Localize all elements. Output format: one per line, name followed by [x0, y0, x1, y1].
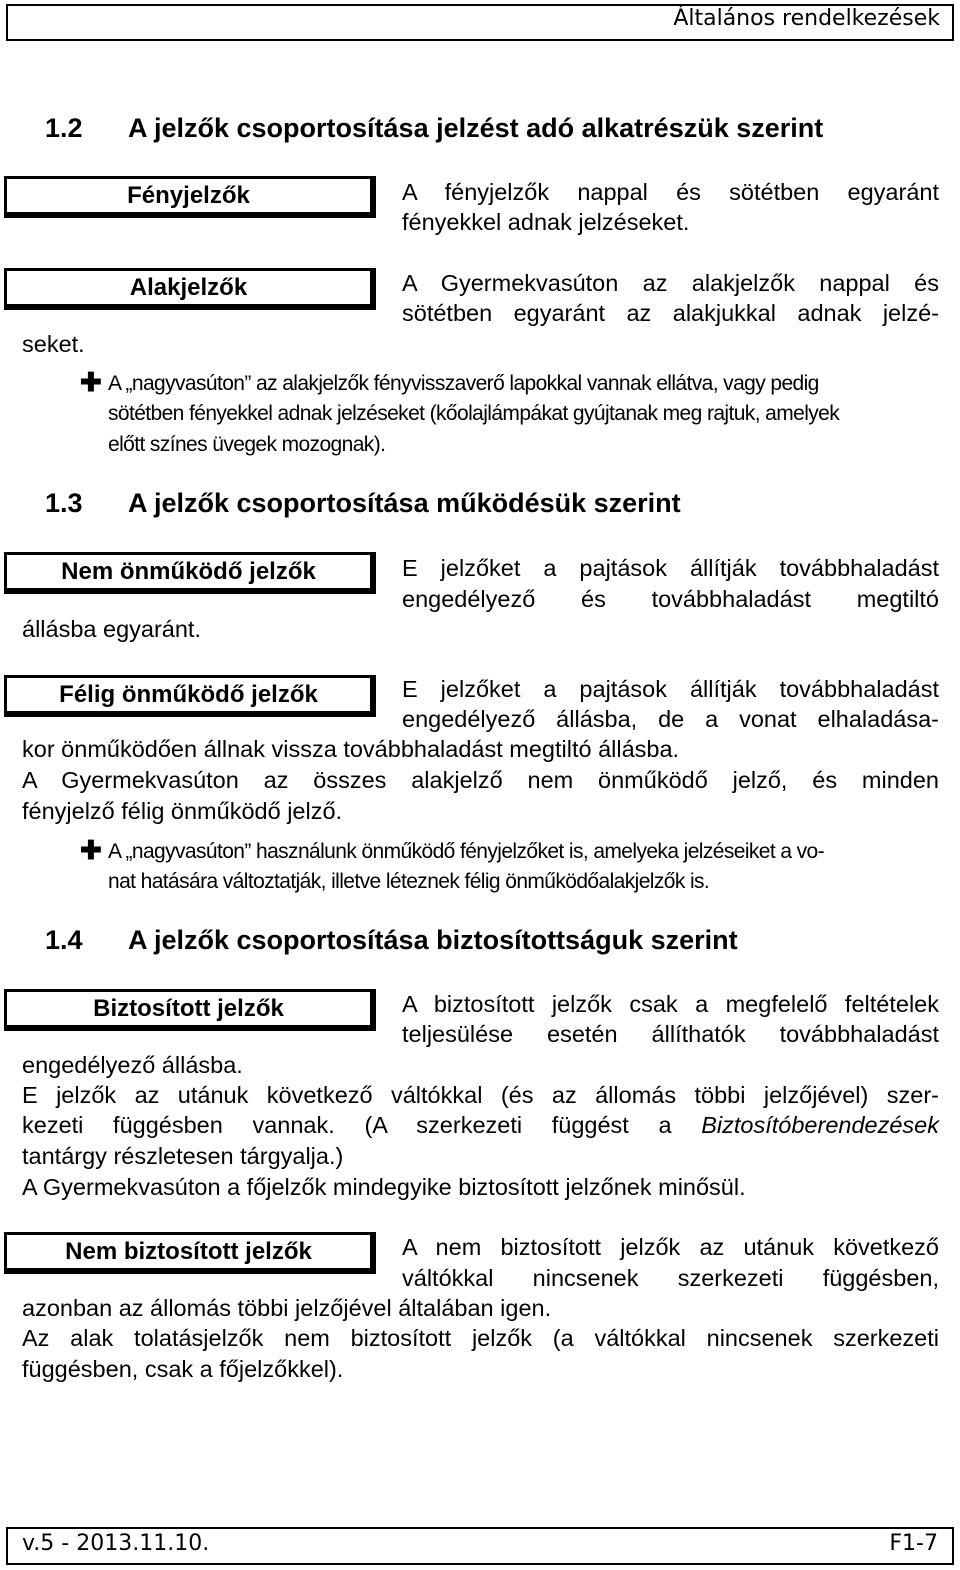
biztositott-text-line-3: engedélyező állásba. — [22, 1052, 243, 1078]
section-heading-1-4 — [45, 925, 738, 956]
biztositott-text-line-7: A Gyermekvasúton a főjelzők mindegyike biztosított jelzőnek minősül. — [22, 1174, 746, 1200]
section-number: 1.3 — [45, 488, 83, 518]
nem-onmukodo-text-line-2: engedélyező és továbbhaladást megtiltó — [402, 586, 939, 612]
biztositott-text-line-2: teljesülése esetén állíthatók továbbhaladást — [402, 1021, 939, 1047]
section-heading-1-3 — [45, 488, 681, 519]
fenyjelzok-text-line-2: fényekkel adnak jelzéseket. — [402, 209, 690, 235]
note-1-line-3: előtt színes üvegek mozognak). — [108, 433, 386, 456]
section-number: 1.2 — [45, 113, 83, 143]
cross-icon: ✚ — [80, 835, 102, 865]
nem-onmukodo-text-line-3: állásba egyaránt. — [22, 616, 201, 642]
term-box-biztositott — [4, 989, 376, 1031]
biztositott-text-line-6: tantárgy részletesen tárgyalja.) — [22, 1143, 344, 1169]
term-box-fenyjelzok — [4, 176, 376, 218]
nem-biztositott-text-line-1: A nem biztosított jelzők az utánuk következő — [402, 1234, 939, 1260]
subject-name-italic: Biztosítóberendezések — [701, 1112, 939, 1138]
biztositott-text-line-5 — [22, 1110, 939, 1140]
term-box-alakjelzok — [4, 268, 376, 310]
section-number: 1.4 — [45, 925, 83, 955]
term-box-felig-onmukodo — [4, 675, 376, 717]
section-title: A jelzők csoportosítása biztosítottságuk szerint — [128, 925, 738, 955]
footer-version: v.5 - 2013.11.10. — [22, 1531, 210, 1556]
fenyjelzok-text-line-1: A fényjelzők nappal és sötétben egyaránt — [402, 179, 939, 205]
note-text: A „nagyvasúton” az alakjelzők fényvisszaverő lapokkal vannak ellátva, vagy pedig — [108, 372, 819, 395]
term-label: Alakjelzők — [129, 274, 248, 301]
term-label: Fényjelzők — [127, 182, 250, 209]
nem-biztositott-text-line-5: függésben, csak a főjelzőkkel). — [22, 1356, 344, 1382]
biztositott-text-line-1: A biztosított jelzők csak a megfelelő feltételek — [402, 991, 939, 1017]
term-label: Biztosított jelzők — [93, 995, 284, 1022]
term-box-nem-biztositott — [4, 1232, 376, 1274]
nem-biztositott-text-line-4: Az alak tolatásjelzők nem biztosított jelzők (a váltókkal nincsenek szerkezeti — [22, 1325, 939, 1351]
alakjelzok-text-line-1: A Gyermekvasúton az alakjelzők nappal és — [402, 270, 939, 296]
felig-onmukodo-text-line-1: E jelzőket a pajtások állítják továbbhaladást — [402, 676, 939, 702]
note-1-line-2: sötétben fényekkel adnak jelzéseket (kőolajlámpákat gyújtanak meg rajtuk, amelyek — [108, 402, 840, 425]
felig-onmukodo-text-line-3: kor önműködően állnak vissza továbbhaladást megtiltó állásba. — [22, 736, 680, 762]
term-label: Nem önműködő jelzők — [61, 558, 316, 585]
cross-icon: ✚ — [80, 367, 102, 397]
section-heading-1-2 — [45, 113, 823, 144]
section-title: A jelzők csoportosítása működésük szerint — [128, 488, 681, 518]
section-title: A jelzők csoportosítása jelzést adó alkatrészük szerint — [128, 113, 824, 143]
gyermekvasut-text-line-2: fényjelző félig önműködő jelző. — [22, 798, 343, 824]
note-2-line-2: nat hatására változtatják, illetve léteznek félig önműködőalakjelzők is. — [108, 870, 710, 893]
term-label: Félig önműködő jelzők — [59, 681, 318, 708]
alakjelzok-text-line-2: sötétben egyaránt az alakjukkal adnak jelzé- — [402, 300, 939, 326]
text-span: kezeti függésben vannak. (A szerkezeti függést a — [22, 1112, 702, 1138]
note-2-line-1 — [80, 835, 825, 867]
page-header-title: Általános rendelkezések — [673, 6, 940, 31]
alakjelzok-text-line-3: seket. — [22, 331, 85, 357]
term-box-nem-onmukodo — [4, 552, 376, 594]
nem-onmukodo-text-line-1: E jelzőket a pajtások állítják továbbhaladást — [402, 555, 939, 581]
felig-onmukodo-text-line-2: engedélyező állásba, de a vonat elhaladása- — [402, 706, 939, 732]
note-text: A „nagyvasúton” használunk önműködő fényjelzőket is, amelyeka jelzéseiket a vo- — [108, 840, 825, 863]
term-label: Nem biztosított jelzők — [65, 1238, 312, 1265]
footer-page-number: F1-7 — [889, 1531, 938, 1556]
biztositott-text-line-4: E jelzők az utánuk következő váltókkal (és az állomás többi jelzőjével) szer- — [22, 1082, 939, 1108]
nem-biztositott-text-line-3: azonban az állomás többi jelzőjével általában igen. — [22, 1295, 552, 1321]
nem-biztositott-text-line-2: váltókkal nincsenek szerkezeti függésben, — [402, 1265, 939, 1291]
gyermekvasut-text-line-1: A Gyermekvasúton az összes alakjelző nem önműködő jelző, és minden — [22, 767, 939, 793]
note-1-line-1 — [80, 367, 819, 399]
